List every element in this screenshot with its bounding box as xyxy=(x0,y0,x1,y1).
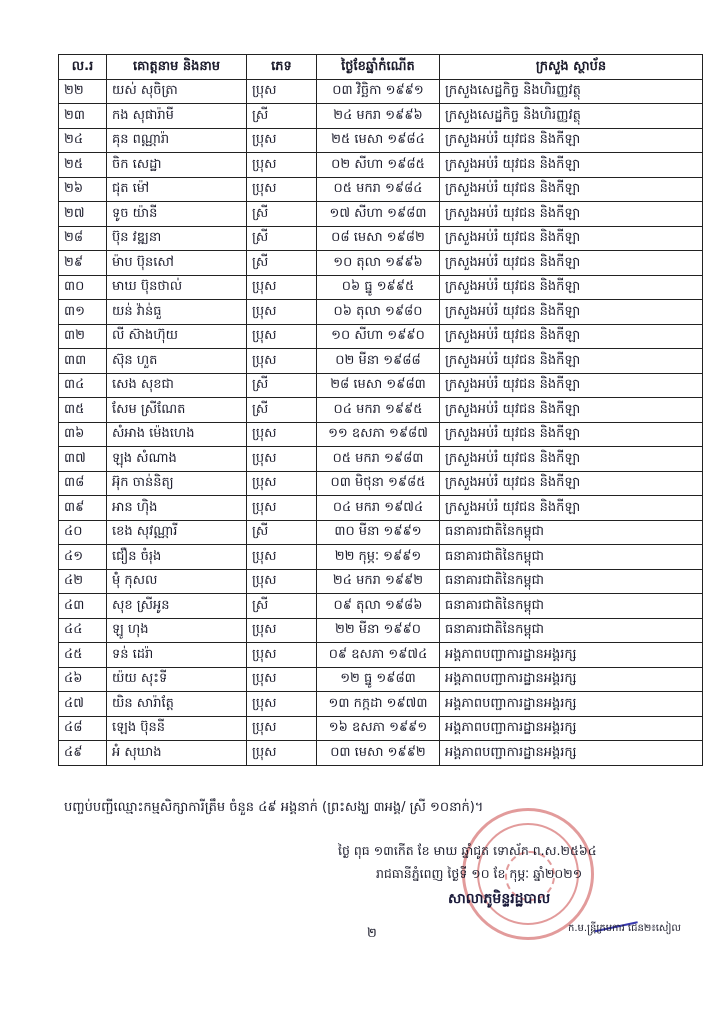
cell-sex: ប្រុស xyxy=(247,324,317,349)
cell-sex: ស្រី xyxy=(247,226,317,251)
header-ministry: ក្រសួង ស្ថាប័ន xyxy=(440,55,703,80)
cell-sex: ស្រី xyxy=(247,520,317,545)
cell-sex: ប្រុស xyxy=(247,422,317,447)
table-row xyxy=(59,373,703,398)
cell-name: ទូច យ៉ានី xyxy=(107,202,247,227)
cell-sex: ប្រុស xyxy=(247,667,317,692)
cell-name: ម៉ុំ កុសល xyxy=(107,569,247,594)
cell-ministry: ក្រសួងអប់រំ យុវជន និងកីឡា xyxy=(440,251,703,276)
cell-number: ២៧ xyxy=(59,202,107,227)
cell-number: ២៥ xyxy=(59,153,107,178)
cell-ministry: ក្រសួងអប់រំ យុវជន និងកីឡា xyxy=(440,496,703,521)
cell-name: ស៊ុន ហួត xyxy=(107,349,247,374)
cell-ministry: អង្គភាពបញ្ជាការដ្ឋានអង្គរក្ស xyxy=(440,716,703,741)
table-row xyxy=(59,643,703,668)
cell-number: ៤៤ xyxy=(59,618,107,643)
cell-ministry: ក្រសួងអប់រំ យុវជន និងកីឡា xyxy=(440,422,703,447)
cell-name: ចិក សេដ្ឋា xyxy=(107,153,247,178)
cell-number: ៣៣ xyxy=(59,349,107,374)
header-birthdate: ថ្ងៃខែឆ្នាំកំណើត xyxy=(317,55,440,80)
cell-sex: ប្រុស xyxy=(247,741,317,766)
cell-ministry: ក្រសួងសេដ្ឋកិច្ច និងហិរញ្ញវត្ថុ xyxy=(440,104,703,129)
table-row xyxy=(59,79,703,104)
cell-number: ២៣ xyxy=(59,104,107,129)
table-row xyxy=(59,496,703,521)
cell-ministry: ក្រសួងអប់រំ យុវជន និងកីឡា xyxy=(440,300,703,325)
cell-sex: ប្រុស xyxy=(247,79,317,104)
header-sex: ភេទ xyxy=(247,55,317,80)
header-name: គោត្តនាម និងនាម xyxy=(107,55,247,80)
cell-sex: ស្រី xyxy=(247,251,317,276)
table-row xyxy=(59,422,703,447)
cell-sex: ប្រុស xyxy=(247,496,317,521)
cell-name: ឡេង ប៊ុននី xyxy=(107,716,247,741)
cell-sex: ស្រី xyxy=(247,104,317,129)
cell-ministry: ក្រសួងអប់រំ យុវជន និងកីឡា xyxy=(440,398,703,423)
cell-sex: ស្រី xyxy=(247,373,317,398)
table-row xyxy=(59,275,703,300)
cell-ministry: ក្រសួងអប់រំ យុវជន និងកីឡា xyxy=(440,226,703,251)
cell-birthdate: ២៤ មករា ១៩៩២ xyxy=(317,569,440,594)
cell-ministry: ក្រសួងអប់រំ យុវជន និងកីឡា xyxy=(440,275,703,300)
cell-ministry: ក្រសួងអប់រំ យុវជន និងកីឡា xyxy=(440,471,703,496)
civil-date: រាជធានីភ្នំពេញ ថ្ងៃទី ១០ ខែ កុម្ភៈ ឆ្នាំ២០២១ xyxy=(376,866,583,881)
cell-ministry: ក្រសួងអប់រំ យុវជន និងកីឡា xyxy=(440,128,703,153)
cell-birthdate: ០៥ មករា ១៩៨៤ xyxy=(317,177,440,202)
cell-name: អាន ហ៊ិង xyxy=(107,496,247,521)
cell-number: ២៨ xyxy=(59,226,107,251)
cell-name: អំ សុឃាង xyxy=(107,741,247,766)
cell-birthdate: ២២ កុម្ភៈ ១៩៩១ xyxy=(317,545,440,570)
table-row xyxy=(59,300,703,325)
cell-birthdate: ១៧ សីហា ១៩៨៣ xyxy=(317,202,440,227)
cell-birthdate: ០៣ វិច្ឆិកា ១៩៩១ xyxy=(317,79,440,104)
cell-name: កង សុផារ៉ាមី xyxy=(107,104,247,129)
cell-ministry: ក្រសួងអប់រំ យុវជន និងកីឡា xyxy=(440,177,703,202)
cell-sex: ប្រុស xyxy=(247,275,317,300)
cell-birthdate: ២៥ មេសា ១៩៨៤ xyxy=(317,128,440,153)
cell-name: ទន់ ដេរ៉ា xyxy=(107,643,247,668)
cell-sex: ប្រុស xyxy=(247,545,317,570)
cell-number: ២៤ xyxy=(59,128,107,153)
table-row xyxy=(59,741,703,766)
table-row xyxy=(59,128,703,153)
table-row xyxy=(59,520,703,545)
cell-name: អ៊ុក ចាន់និត្យ xyxy=(107,471,247,496)
table-row xyxy=(59,177,703,202)
summary-note: បញ្ចប់បញ្ជីឈ្មោះកម្មសិក្សាការីត្រឹម ចំនួន ៤៩ អង្គនាក់ (ព្រះសង្ឃ ៣អង្គ/ ស្រី ១០នាក់)។ xyxy=(64,800,484,815)
cell-birthdate: ០៦ តុលា ១៩៨០ xyxy=(317,300,440,325)
lunar-date: ថ្ងៃ ពុធ ១៣កើត ខែ មាឃ ឆ្នាំជូត ទោស័ក ព.ស.២៥៦៤ xyxy=(338,843,597,858)
cell-ministry: អង្គភាពបញ្ជាការដ្ឋានអង្គរក្ស xyxy=(440,643,703,668)
cell-number: ៣២ xyxy=(59,324,107,349)
cell-birthdate: ០៤ មករា ១៩៧៤ xyxy=(317,496,440,521)
cell-sex: ប្រុស xyxy=(247,153,317,178)
cell-sex: ប្រុស xyxy=(247,349,317,374)
cell-number: ២៦ xyxy=(59,177,107,202)
cell-birthdate: ០៨ មេសា ១៩៨២ xyxy=(317,226,440,251)
cell-birthdate: ០៩ តុលា ១៩៨៦ xyxy=(317,594,440,619)
cell-name: យិន សារ៉ាត្តែ xyxy=(107,692,247,717)
table-row xyxy=(59,324,703,349)
table-row xyxy=(59,153,703,178)
cell-number: ៣៥ xyxy=(59,398,107,423)
cell-sex: ប្រុស xyxy=(247,177,317,202)
cell-ministry: ក្រសួងសេដ្ឋកិច្ច និងហិរញ្ញវត្ថុ xyxy=(440,79,703,104)
table-header-row xyxy=(59,55,703,80)
cell-number: ៤៧ xyxy=(59,692,107,717)
cell-ministry: អង្គភាពបញ្ជាការដ្ឋានអង្គរក្ស xyxy=(440,741,703,766)
cell-ministry: ធនាគារជាតិនៃកម្ពុជា xyxy=(440,569,703,594)
cell-birthdate: ០៤ មករា ១៩៩៥ xyxy=(317,398,440,423)
table-row xyxy=(59,447,703,472)
table-row xyxy=(59,667,703,692)
cell-name: លី ស៊ាងហ៊ុយ xyxy=(107,324,247,349)
cell-sex: ប្រុស xyxy=(247,618,317,643)
cell-name: សំអាង ម៉េងហេង xyxy=(107,422,247,447)
cell-number: ៤៣ xyxy=(59,594,107,619)
cell-sex: ប្រុស xyxy=(247,643,317,668)
cell-birthdate: ០៦ ធ្នូ ១៩៩៥ xyxy=(317,275,440,300)
cell-birthdate: ១០ សីហា ១៩៩០ xyxy=(317,324,440,349)
footnote: ក.ម.ន្ត្រីក្រមការ ជេន២៖សៀល xyxy=(568,923,681,934)
cell-name: យ៉យ សុះទី xyxy=(107,667,247,692)
cell-number: ៤៦ xyxy=(59,667,107,692)
table-row xyxy=(59,569,703,594)
cell-birthdate: ១៣ កក្កដា ១៩៧៣ xyxy=(317,692,440,717)
cell-ministry: អង្គភាពបញ្ជាការដ្ឋានអង្គរក្ស xyxy=(440,692,703,717)
table-row xyxy=(59,226,703,251)
cell-number: ៤២ xyxy=(59,569,107,594)
table-row xyxy=(59,471,703,496)
cell-name: ឡូ ហុង xyxy=(107,618,247,643)
cell-name: ជុត ម៉ៅ xyxy=(107,177,247,202)
cell-sex: ស្រី xyxy=(247,202,317,227)
cell-name: ប៊ុន វឌ្ឍនា xyxy=(107,226,247,251)
cell-sex: ស្រី xyxy=(247,398,317,423)
institution-name: សាលាភូមិន្ទរដ្ឋបាល xyxy=(448,891,551,907)
cell-birthdate: ០៣ មិថុនា ១៩៨៥ xyxy=(317,471,440,496)
table-row xyxy=(59,398,703,423)
cell-birthdate: ០២ សីហា ១៩៨៥ xyxy=(317,153,440,178)
cell-birthdate: ២២ មីនា ១៩៩០ xyxy=(317,618,440,643)
cell-ministry: ធនាគារជាតិនៃកម្ពុជា xyxy=(440,594,703,619)
header-number: ល.រ xyxy=(59,55,107,80)
cell-name: សេង សុខជា xyxy=(107,373,247,398)
table-row xyxy=(59,104,703,129)
cell-ministry: អង្គភាពបញ្ជាការដ្ឋានអង្គរក្ស xyxy=(440,667,703,692)
cell-ministry: ក្រសួងអប់រំ យុវជន និងកីឡា xyxy=(440,324,703,349)
page-number: ២ xyxy=(367,926,377,941)
cell-number: ៣៩ xyxy=(59,496,107,521)
cell-birthdate: ៣០ មីនា ១៩៩១ xyxy=(317,520,440,545)
cell-name: យស់ សុចិត្រា xyxy=(107,79,247,104)
table-row xyxy=(59,545,703,570)
table-row xyxy=(59,716,703,741)
cell-ministry: ក្រសួងអប់រំ យុវជន និងកីឡា xyxy=(440,349,703,374)
cell-sex: ប្រុស xyxy=(247,128,317,153)
table-row xyxy=(59,251,703,276)
cell-sex: ប្រុស xyxy=(247,569,317,594)
cell-number: ៤៩ xyxy=(59,741,107,766)
cell-number: ៣៤ xyxy=(59,373,107,398)
cell-number: ៤៥ xyxy=(59,643,107,668)
cell-sex: ស្រី xyxy=(247,594,317,619)
cell-number: ៤០ xyxy=(59,520,107,545)
table-row xyxy=(59,594,703,619)
cell-number: ៣១ xyxy=(59,300,107,325)
cell-number: ៣៨ xyxy=(59,471,107,496)
cell-number: ៤៨ xyxy=(59,716,107,741)
cell-name: យន់ វ៉ាន់ធួ xyxy=(107,300,247,325)
cell-ministry: ក្រសួងអប់រំ យុវជន និងកីឡា xyxy=(440,373,703,398)
cell-birthdate: ០២ មីនា ១៩៨៨ xyxy=(317,349,440,374)
cell-number: ៣៧ xyxy=(59,447,107,472)
cell-name: ជឿន ចំរុង xyxy=(107,545,247,570)
cell-ministry: ក្រសួងអប់រំ យុវជន និងកីឡា xyxy=(440,202,703,227)
table-row xyxy=(59,618,703,643)
cell-name: គុន ពណ្ណារ៉ា xyxy=(107,128,247,153)
cell-birthdate: ០៣ មេសា ១៩៩២ xyxy=(317,741,440,766)
cell-birthdate: ១០ តុលា ១៩៩៦ xyxy=(317,251,440,276)
cell-number: ៣៦ xyxy=(59,422,107,447)
cell-name: សុខ ស្រីអូន xyxy=(107,594,247,619)
cell-name: មាឃ ប៊ុនថាល់ xyxy=(107,275,247,300)
cell-number: ៣០ xyxy=(59,275,107,300)
cell-name: ម៉ាប ប៊ុនសៅ xyxy=(107,251,247,276)
cell-sex: ប្រុស xyxy=(247,692,317,717)
cell-birthdate: ២៤ មករា ១៩៩៦ xyxy=(317,104,440,129)
signature-block xyxy=(338,843,708,912)
cell-number: ៤១ xyxy=(59,545,107,570)
cell-ministry: ក្រសួងអប់រំ យុវជន និងកីឡា xyxy=(440,447,703,472)
table-row xyxy=(59,202,703,227)
cell-name: សែម ស្រីណែត xyxy=(107,398,247,423)
table-row xyxy=(59,692,703,717)
cell-birthdate: ២៨ មេសា ១៩៨៣ xyxy=(317,373,440,398)
cell-sex: ប្រុស xyxy=(247,471,317,496)
cell-birthdate: ០៩ ឧសភា ១៩៧៤ xyxy=(317,643,440,668)
cell-sex: ប្រុស xyxy=(247,716,317,741)
cell-sex: ប្រុស xyxy=(247,300,317,325)
cell-ministry: ធនាគារជាតិនៃកម្ពុជា xyxy=(440,545,703,570)
cell-number: ២៩ xyxy=(59,251,107,276)
cell-number: ២២ xyxy=(59,79,107,104)
cell-ministry: ធនាគារជាតិនៃកម្ពុជា xyxy=(440,520,703,545)
trainee-roster-table xyxy=(58,54,703,766)
cell-birthdate: ១២ ធ្នូ ១៩៨៣ xyxy=(317,667,440,692)
cell-ministry: ធនាគារជាតិនៃកម្ពុជា xyxy=(440,618,703,643)
cell-birthdate: ១១ ឧសភា ១៩៨៧ xyxy=(317,422,440,447)
table-body xyxy=(59,79,703,765)
cell-name: ឡុង សំណាង xyxy=(107,447,247,472)
cell-birthdate: ១៦ ឧសភា ១៩៩១ xyxy=(317,716,440,741)
cell-birthdate: ០៥ មករា ១៩៨៣ xyxy=(317,447,440,472)
cell-sex: ប្រុស xyxy=(247,447,317,472)
cell-ministry: ក្រសួងអប់រំ យុវជន និងកីឡា xyxy=(440,153,703,178)
cell-name: ខេង សុវណ្ណារី xyxy=(107,520,247,545)
table-row xyxy=(59,349,703,374)
